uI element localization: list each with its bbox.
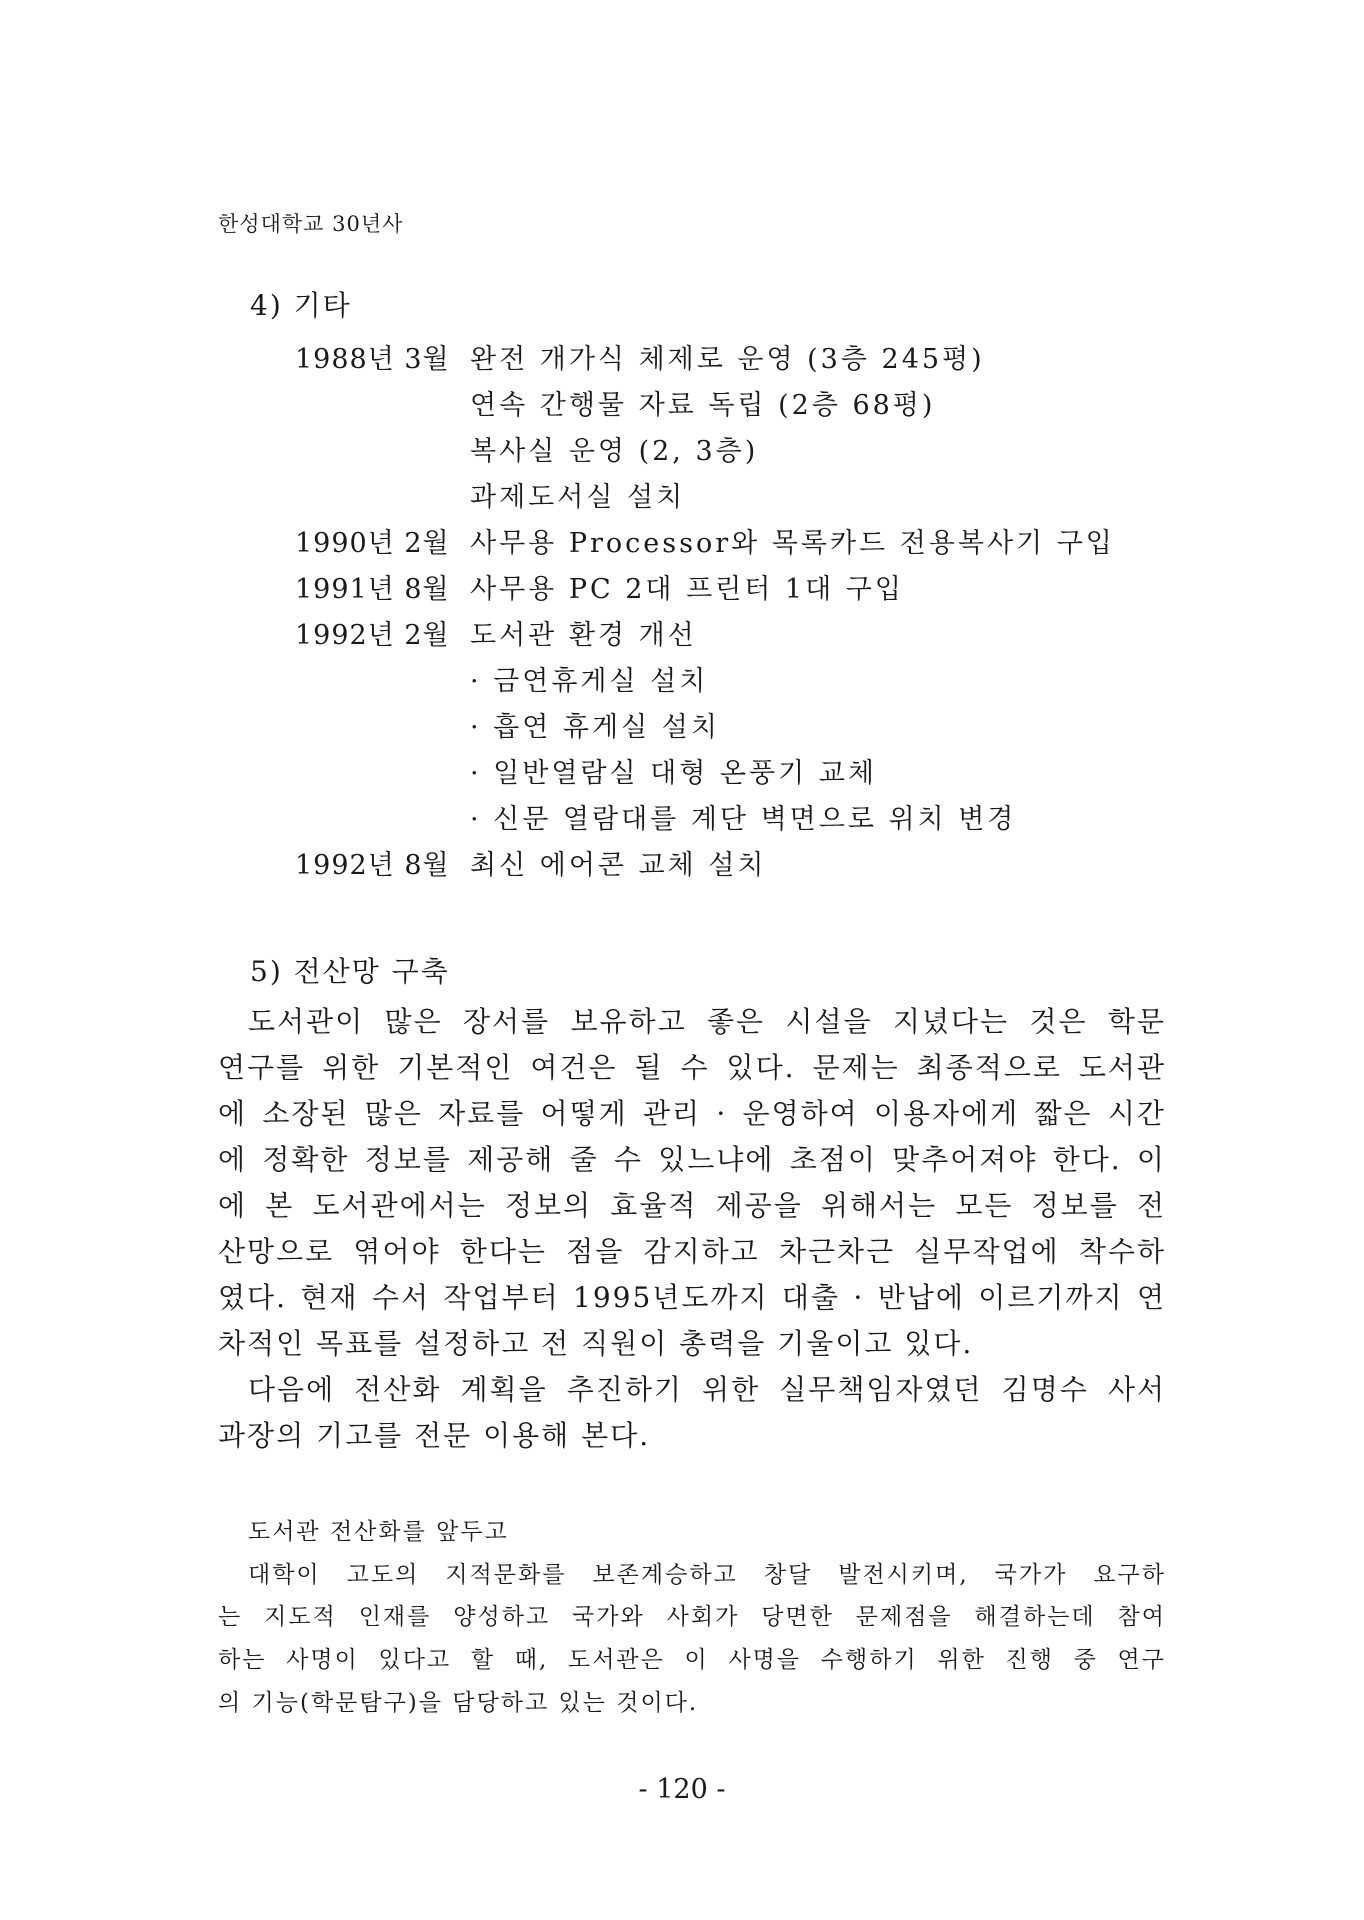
quote-line: 대학이 고도의 지적문화를 보존계승하고 창달 발전시키며, 국가가 요구하 [248,1562,1166,1588]
paragraph-line: 산망으로 엮어야 한다는 점을 감지하고 차근차근 실무작업에 착수하 [218,1235,1166,1268]
timeline-text: 완전 개가식 체제로 운영 (3층 245평) [470,344,985,375]
timeline-text: 사무용 Processor와 목록카드 전용복사기 구입 [470,528,1115,559]
timeline-text: · 일반열람실 대형 온풍기 교체 [470,758,877,789]
paragraph-line: 차적인 목표를 설정하고 전 직원이 총력을 기울이고 있다. [218,1327,974,1360]
timeline-date: 1992년 8월 [295,850,450,881]
timeline-text: 최신 에어콘 교체 설치 [470,850,767,881]
timeline-text: 도서관 환경 개선 [470,620,697,651]
paragraph-line: 에 정확한 정보를 제공해 줄 수 있느냐에 초점이 맞추어져야 한다. 이 [218,1143,1166,1176]
paragraph-line: 다음에 전산화 계획을 추진하기 위한 실무책임자였던 김명수 사서 [248,1373,1166,1406]
quote-line: 의 기능(학문탐구)을 담당하고 있는 것이다. [218,1690,699,1716]
quote-line: 하는 사명이 있다고 할 때, 도서관은 이 사명을 수행하기 위한 진행 중 연구 [218,1647,1166,1673]
timeline-text: 연속 간행물 자료 독립 (2층 68평) [470,390,936,421]
paragraph-line: 연구를 위한 기본적인 여건은 될 수 있다. 문제는 최종적으로 도서관 [218,1051,1166,1084]
section-4-heading: 4) 기타 [250,289,352,322]
timeline-text: · 흡연 휴게실 설치 [470,712,720,743]
timeline-text: 사무용 PC 2대 프린터 1대 구입 [470,574,904,605]
paragraph-line: 도서관이 많은 장서를 보유하고 좋은 시설을 지녔다는 것은 학문 [248,1005,1166,1038]
quote-title: 도서관 전산화를 앞두고 [248,1519,509,1545]
timeline-date: 1991년 8월 [295,574,450,605]
timeline-date: 1992년 2월 [295,620,450,651]
paragraph-line: 과장의 기고를 전문 이용해 본다. [218,1419,651,1452]
quote-line: 는 지도적 인재를 양성하고 국가와 사회가 당면한 문제점을 해결하는데 참여 [218,1604,1166,1630]
paragraph-line: 에 소장된 많은 자료를 어떻게 관리 · 운영하여 이용자에게 짧은 시간 [218,1097,1166,1130]
timeline-date: 1988년 3월 [295,344,450,375]
page-number: - 120 - [638,1774,726,1805]
timeline-text: 복사실 운영 (2, 3층) [470,436,759,467]
timeline-text: 과제도서실 설치 [470,482,686,513]
timeline-text: · 신문 열람대를 계단 벽면으로 위치 변경 [470,804,1017,835]
paragraph-line: 에 본 도서관에서는 정보의 효율적 제공을 위해서는 모든 정보를 전 [218,1189,1166,1222]
running-header: 한성대학교 30년사 [218,212,404,236]
timeline-date: 1990년 2월 [295,528,450,559]
timeline-text: · 금연휴게실 설치 [470,666,709,697]
paragraph-line: 였다. 현재 수서 작업부터 1995년도까지 대출 · 반납에 이르기까지 연 [218,1281,1166,1314]
section-5-heading: 5) 전산망 구축 [250,955,450,988]
